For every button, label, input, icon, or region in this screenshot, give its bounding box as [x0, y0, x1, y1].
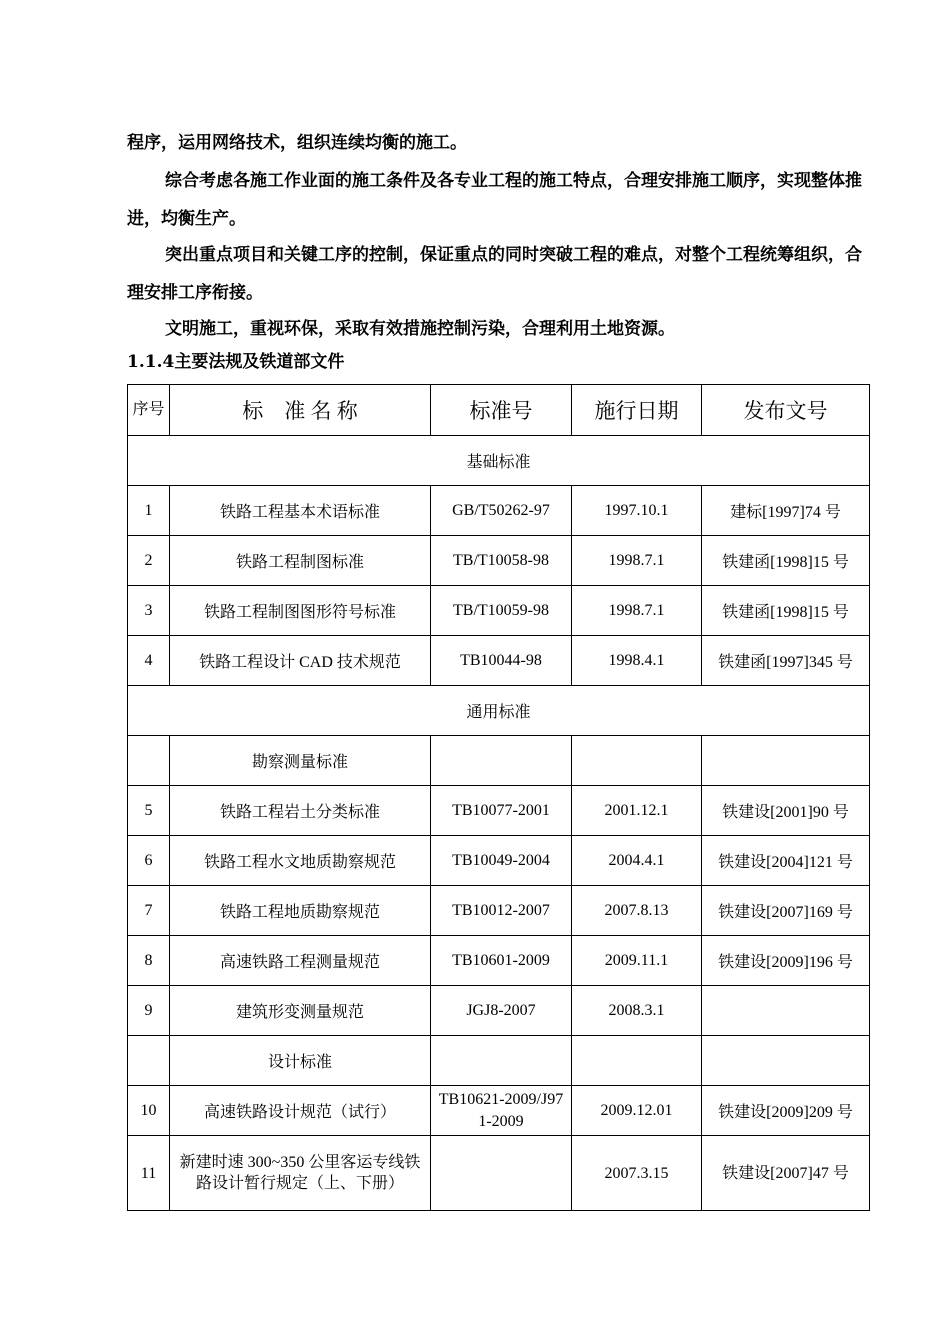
- group-label: 基础标准: [128, 436, 870, 486]
- cell-doc: 铁建设[2007]169 号: [702, 886, 870, 936]
- cell-code: [431, 1136, 572, 1211]
- cell-doc: [702, 1036, 870, 1086]
- paragraph-4: 文明施工，重视环保，采取有效措施控制污染，合理利用土地资源。: [165, 319, 675, 339]
- cell-date: 1998.4.1: [572, 636, 702, 686]
- section-title: 1.1.4主要法规及铁道部文件: [127, 352, 345, 372]
- cell-name: 铁路工程地质勘察规范: [170, 886, 431, 936]
- table-header-row: [128, 385, 870, 436]
- cell-date: 1998.7.1: [572, 536, 702, 586]
- cell-name: 高速铁路工程测量规范: [170, 936, 431, 986]
- cell-name: 新建时速 300~350 公里客运专线铁路设计暂行规定（上、下册）: [170, 1136, 431, 1211]
- cell-date: 2008.3.1: [572, 986, 702, 1036]
- table-row: [128, 586, 870, 636]
- cell-index: 8: [128, 936, 170, 986]
- cell-date: 2009.12.01: [572, 1086, 702, 1136]
- cell-doc: 铁建函[1998]15 号: [702, 536, 870, 586]
- cell-doc: 铁建设[2009]209 号: [702, 1086, 870, 1136]
- cell-doc: [702, 736, 870, 786]
- header-doc: 发布文号: [702, 385, 870, 436]
- cell-name: 铁路工程基本术语标准: [170, 486, 431, 536]
- cell-code: [431, 1036, 572, 1086]
- cell-code: [431, 1086, 572, 1136]
- cell-index: 10: [128, 1086, 170, 1136]
- cell-name: 铁路工程设计 CAD 技术规范: [170, 636, 431, 686]
- cell-code: TB10601-2009: [431, 936, 572, 986]
- table-row: [128, 886, 870, 936]
- cell-date: 1997.10.1: [572, 486, 702, 536]
- cell-code: TB/T10058-98: [431, 536, 572, 586]
- cell-doc: 铁建设[2004]121 号: [702, 836, 870, 886]
- cell-index: 6: [128, 836, 170, 886]
- cell-name: 铁路工程制图标准: [170, 536, 431, 586]
- header-code: 标准号: [431, 385, 572, 436]
- cell-code: GB/T50262-97: [431, 486, 572, 536]
- subgroup-row: [128, 1036, 870, 1086]
- cell-date: [572, 736, 702, 786]
- standards-table: [127, 384, 870, 1211]
- cell-index: 4: [128, 636, 170, 686]
- cell-name: 设计标准: [170, 1036, 431, 1086]
- cell-code: [431, 736, 572, 786]
- cell-code: TB10012-2007: [431, 886, 572, 936]
- cell-index: 2: [128, 536, 170, 586]
- table-row: [128, 936, 870, 986]
- cell-date: 2004.4.1: [572, 836, 702, 886]
- cell-doc: 铁建设[2001]90 号: [702, 786, 870, 836]
- cell-name: 勘察测量标准: [170, 736, 431, 786]
- paragraph-3: 突出重点项目和关键工序的控制，保证重点的同时突破工程的难点，对整个工程统筹组织，合理安排工序衔接。: [127, 245, 862, 303]
- table-row: [128, 986, 870, 1036]
- table-row: [128, 836, 870, 886]
- cell-index: 9: [128, 986, 170, 1036]
- header-index: 序号: [128, 385, 170, 436]
- cell-name: 铁路工程制图图形符号标准: [170, 586, 431, 636]
- cell-date: 2007.3.15: [572, 1136, 702, 1211]
- cell-doc: 铁建设[2007]47 号: [702, 1136, 870, 1211]
- cell-date: 2001.12.1: [572, 786, 702, 836]
- cell-index: 11: [128, 1136, 170, 1211]
- cell-doc: 铁建设[2009]196 号: [702, 936, 870, 986]
- cell-date: 2007.8.13: [572, 886, 702, 936]
- cell-index: [128, 736, 170, 786]
- cell-code: TB10044-98: [431, 636, 572, 686]
- cell-doc: 铁建函[1998]15 号: [702, 586, 870, 636]
- paragraph-2: 综合考虑各施工作业面的施工条件及各专业工程的施工特点，合理安排施工顺序，实现整体推进，均衡生产。: [127, 171, 862, 229]
- cell-name: 高速铁路设计规范（试行）: [170, 1086, 431, 1136]
- cell-name: 铁路工程岩土分类标准: [170, 786, 431, 836]
- cell-index: 5: [128, 786, 170, 836]
- cell-date: 1998.7.1: [572, 586, 702, 636]
- cell-date: 2009.11.1: [572, 936, 702, 986]
- cell-doc: 建标[1997]74 号: [702, 486, 870, 536]
- cell-date: [572, 1036, 702, 1086]
- table-row: [128, 636, 870, 686]
- header-date: 施行日期: [572, 385, 702, 436]
- header-name: 标 准 名 称: [170, 385, 431, 436]
- cell-name: 铁路工程水文地质勘察规范: [170, 836, 431, 886]
- group-label: 通用标准: [128, 686, 870, 736]
- group-row-basic: [128, 436, 870, 486]
- cell-index: [128, 1036, 170, 1086]
- table-row: [128, 786, 870, 836]
- table-row: [128, 536, 870, 586]
- cell-code: TB10049-2004: [431, 836, 572, 886]
- table-row: [128, 1136, 870, 1211]
- cell-name: 建筑形变测量规范: [170, 986, 431, 1036]
- cell-code: TB10077-2001: [431, 786, 572, 836]
- cell-code: TB/T10059-98: [431, 586, 572, 636]
- cell-index: 7: [128, 886, 170, 936]
- cell-doc: [702, 986, 870, 1036]
- table-row: [128, 1086, 870, 1136]
- cell-code: JGJ8-2007: [431, 986, 572, 1036]
- cell-code-text: TB10621-2009/J971-2009: [438, 1090, 564, 1130]
- paragraph-1: 程序，运用网络技术，组织连续均衡的施工。: [127, 133, 467, 153]
- cell-doc: 铁建函[1997]345 号: [702, 636, 870, 686]
- cell-index: 1: [128, 486, 170, 536]
- cell-index: 3: [128, 586, 170, 636]
- subgroup-row: [128, 736, 870, 786]
- group-row-general: [128, 686, 870, 736]
- table-row: [128, 486, 870, 536]
